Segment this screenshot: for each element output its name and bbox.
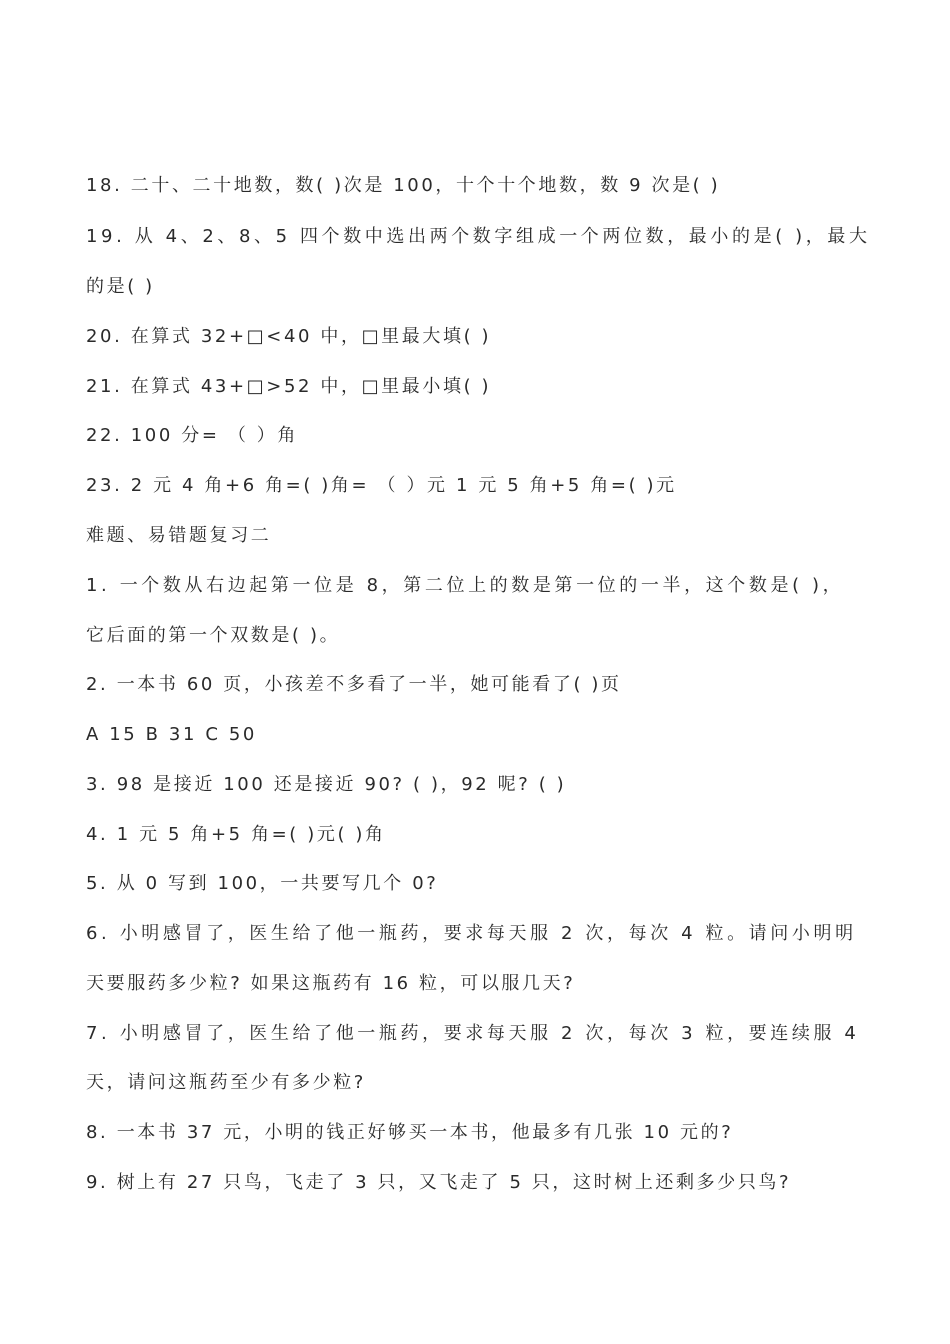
problem-7-line-2: 天，请问这瓶药至少有多少粒? [86, 1072, 366, 1093]
problem-2-options: A 15 B 31 C 50 [86, 724, 257, 745]
question-23: 23. 2 元 4 角+6 角=( )角= （ ）元 1 元 5 角+5 角=( )元 [86, 475, 677, 496]
question-19-line-1: 19. 从 4、2、8、5 四个数中选出两个数字组成一个两位数，最小的是( )，最大 [86, 226, 871, 247]
question-20: 20. 在算式 32+□<40 中，□里最大填( ) [86, 326, 492, 347]
problem-3: 3. 98 是接近 100 还是接近 90? ( )，92 呢? ( ) [86, 774, 567, 795]
problem-5: 5. 从 0 写到 100，一共要写几个 0? [86, 873, 439, 894]
problem-4: 4. 1 元 5 角+5 角=( )元( )角 [86, 824, 386, 845]
problem-2: 2. 一本书 60 页，小孩差不多看了一半，她可能看了( )页 [86, 674, 622, 695]
problem-6-line-1: 6. 小明感冒了，医生给了他一瓶药，要求每天服 2 次，每次 4 粒。请问小明明 [86, 923, 857, 944]
problem-1-line-2: 它后面的第一个双数是( )。 [86, 625, 341, 646]
problem-6-line-2: 天要服药多少粒? 如果这瓶药有 16 粒，可以服几天? [86, 973, 576, 994]
section-heading: 难题、易错题复习二 [86, 525, 272, 546]
problem-8: 8. 一本书 37 元，小明的钱正好够买一本书，他最多有几张 10 元的? [86, 1122, 734, 1143]
problem-1-line-1: 1. 一个数从右边起第一位是 8，第二位上的数是第一位的一半，这个数是( )， [86, 575, 845, 596]
question-22: 22. 100 分= （ ）角 [86, 425, 298, 446]
question-18: 18. 二十、二十地数，数( )次是 100，十个十个地数，数 9 次是( ) [86, 175, 721, 196]
question-19-line-2: 的是( ) [86, 276, 155, 297]
problem-9: 9. 树上有 27 只鸟，飞走了 3 只，又飞走了 5 只，这时树上还剩多少只鸟? [86, 1172, 792, 1193]
problem-7-line-1: 7. 小明感冒了，医生给了他一瓶药，要求每天服 2 次，每次 3 粒，要连续服 4 [86, 1023, 860, 1044]
question-21: 21. 在算式 43+□>52 中，□里最小填( ) [86, 376, 492, 397]
